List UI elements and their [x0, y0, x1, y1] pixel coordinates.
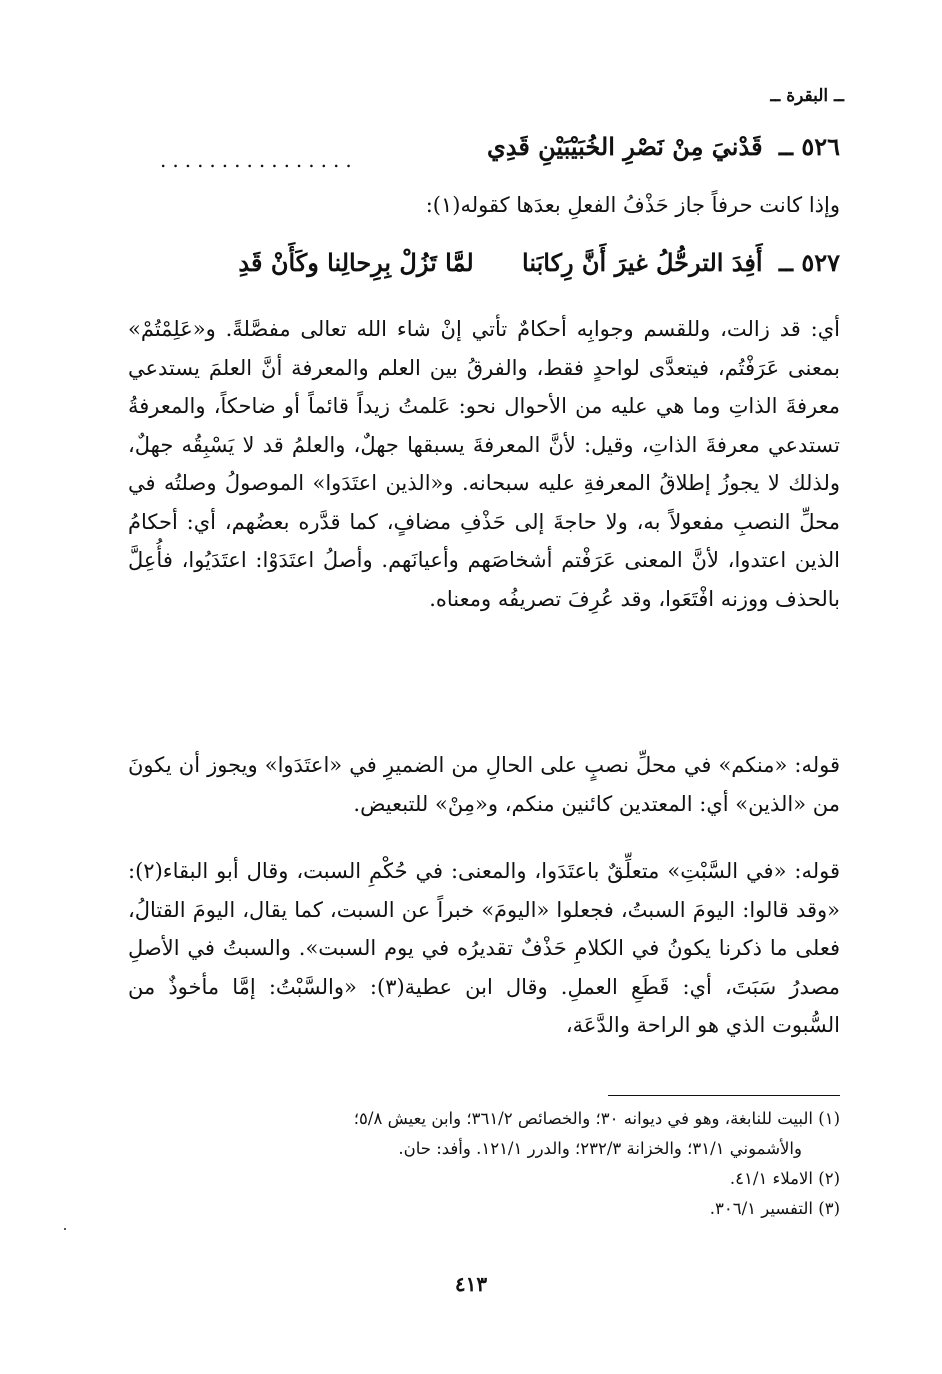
- footnote-3: [128, 1194, 840, 1224]
- footnote-mark: (٢): [818, 1169, 840, 1188]
- verse-hemistich-2: لمَّا تَزُلْ بِرِحالِنا وكَأَنْ قَدِ: [238, 248, 474, 277]
- paragraph-1: أي: قد زالت، وللقسم وجوابِه أحكامٌ تأتي إنْ شاء الله تعالى مفصَّلةً. و«عَلِمْتُمْ» بمعنى عَرَفْتُم، فيتعدَّى لواحدٍ فقط، والفرقُ بين العلم والمعرفة أنَّ العلمَ يستدعي معرفةَ الذاتِ وما هي عليه من الأحوال نحو: عَلمتُ زيداً قائماً أو ضاحكاً، والمعرفةُ تستدعي معرفةَ الذاتِ، وقيل: لأنَّ المعرفةَ يسبقها جهلٌ، والعلمُ قد لا يَسْبِقُه جهلٌ، ولذلك لا يجوزُ إطلاقُ المعرفةِ عليه سبحانه. و«الذين اعتَدَوا» الموصولُ وصلتُه في محلِّ النصبِ مفعولاً به، ولا حاجةَ إلى حَذْفِ مضافٍ، كما قدَّره بعضُهم، أي: أحكامُ الذين اعتدوا، لأنَّ المعنى عَرَفْتم أشخاصَهم وأعيانَهم. وأصلُ اعتَدَوْا: اعتَدَيُوا، فأُعِلَّ بالحذف ووزنه افْتَعَوا، وقد عُرِفَ تصريفُه ومعناه.: [128, 317, 840, 611]
- verse-number: ٥٢٦ ــ: [778, 132, 840, 161]
- verse-527: [128, 248, 840, 277]
- footnotes: [128, 1104, 840, 1224]
- footnote-separator: [608, 1095, 840, 1096]
- running-header: ــ البقرة ــ: [770, 86, 844, 106]
- footnote-text: البيت للنابغة، وهو في ديوانه ٣٠؛ والخصائص ٣٦١/٢؛ وابن يعيش ٥/٨؛: [353, 1109, 813, 1128]
- footnote-2: [128, 1164, 840, 1194]
- page-number: ٤١٣: [454, 1272, 488, 1296]
- verse-hemistich-1: أَفِدَ الترحُّلُ غيرَ أَنَّ رِكابَنا: [522, 248, 763, 277]
- intro-line: وإذا كانت حرفاً جاز حَذْفُ الفعلِ بعدَها كقوله(١):: [425, 193, 840, 217]
- verse-text: قَدْنيَ مِنْ نَصْرِ الخُبَيْبَيْنِ قَدِي: [486, 132, 763, 161]
- verse-ellipsis: ................: [160, 148, 358, 172]
- footnote-text-continued: والأشموني ٣١/١؛ والخزانة ٢٣٢/٣؛ والدرر ١٢١/١. وأفد: حان.: [398, 1139, 802, 1158]
- footnote-1: [128, 1104, 840, 1164]
- paragraph-3: قوله: «في السَّبْتِ» متعلِّقٌ باعتَدَوا، والمعنى: في حُكْمِ السبت، وقال أبو البقاء(٢): «وقد قالوا: اليومَ السبتُ، فجعلوا «اليومَ» خبراً عن السبت، كما يقال، اليومَ القتالُ، فعلى ما ذكرنا يكونُ في الكلامِ حَذْفٌ تقديرُه في يوم السبت». والسبتُ في الأصلِ مصدرُ سَبَتَ، أي: قَطَعِ العملِ. وقال ابن عطية(٣): «والسَّبْتُ: إمَّا مأخوذٌ من السُّبوت الذي هو الراحة والدَّعَة،: [128, 859, 840, 1037]
- scan-speck: [64, 1228, 66, 1230]
- verse-number: ٥٢٧ ــ: [778, 248, 840, 277]
- footnote-mark: (٣): [818, 1199, 840, 1218]
- footnote-text: التفسير ٣٠٦/١.: [709, 1199, 813, 1218]
- footnote-mark: (١): [818, 1109, 840, 1128]
- footnote-text: الاملاء ٤١/١.: [729, 1169, 813, 1188]
- paragraph-2: قوله: «منكم» في محلِّ نصبٍ على الحالِ من الضميرِ في «اعتَدَوا» ويجوز أن يكونَ من «الذين» أي: المعتدين كائنين منكم، و«مِنْ» للتبعيض.: [128, 753, 840, 816]
